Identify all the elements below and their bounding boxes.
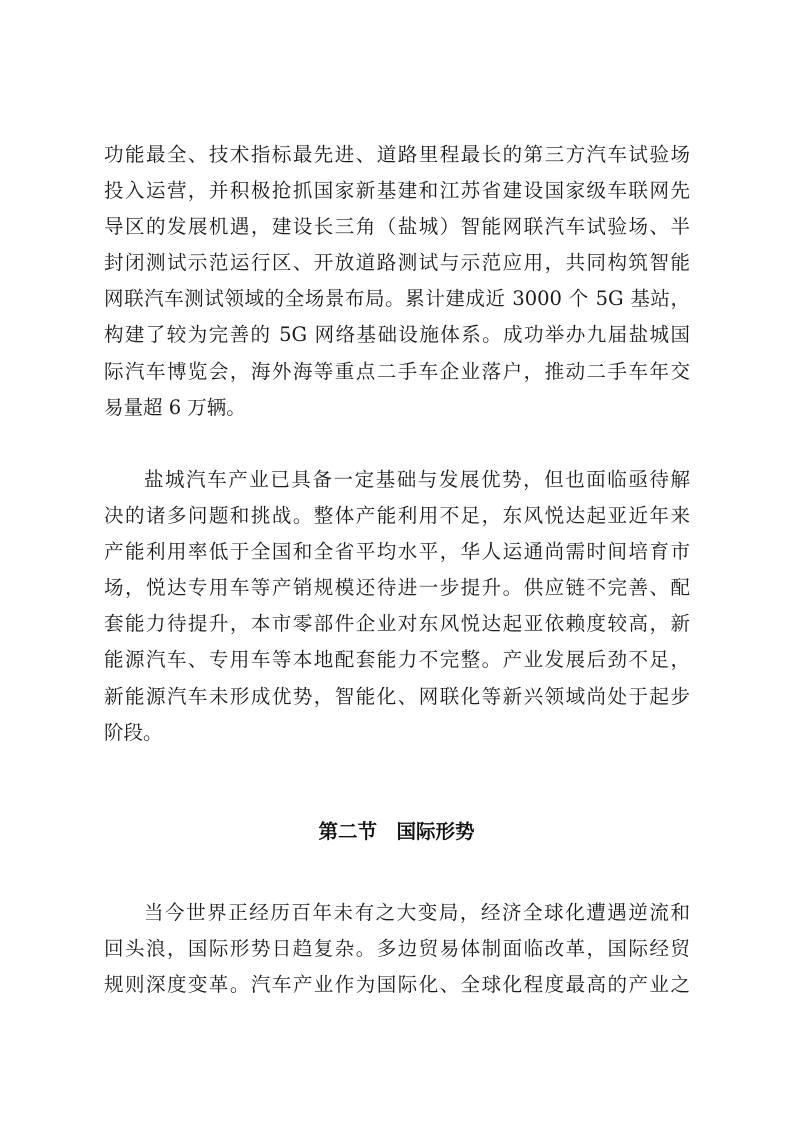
paragraph-line: 构建了较为完善的 5G 网络基础设施体系。成功举办九届盐城国 (104, 323, 690, 347)
section-heading: 第二节 国际形势 (318, 820, 475, 843)
paragraph-line: 产能利用率低于全国和全省平均水平，华人运通尚需时间培育市 (104, 540, 690, 564)
paragraph-line: 当今世界正经历百年未有之大变局，经济全球化遭遇逆流和 (144, 901, 690, 924)
paragraph-line: 能源汽车、专用车等本地配套能力不完整。产业发展后劲不足， (104, 648, 690, 672)
paragraph-line: 网联汽车测试领域的全场景布局。累计建成近 3000 个 5G 基站， (104, 287, 690, 311)
paragraph-line: 回头浪，国际形势日趋复杂。多边贸易体制面临改革，国际经贸 (104, 937, 690, 961)
paragraph-1 (104, 137, 690, 426)
paragraph-line: 际汽车博览会，海外海等重点二手车企业落户，推动二手车年交 (104, 359, 690, 383)
paragraph-line: 决的诸多问题和挑战。整体产能利用不足，东风悦达起亚近年来 (104, 504, 690, 528)
paragraph-line: 盐城汽车产业已具备一定基础与发展优势，但也面临亟待解 (144, 468, 690, 491)
paragraph-line: 新能源汽车未形成优势，智能化、网联化等新兴领域尚处于起步 (104, 684, 690, 708)
paragraph-line: 阶段。 (104, 720, 163, 744)
paragraph-line: 导区的发展机遇，建设长三角（盐城）智能网联汽车试验场、半 (104, 215, 690, 239)
paragraph-2 (104, 462, 690, 751)
paragraph-3 (104, 895, 690, 1003)
paragraph-line: 场，悦达专用车等产销规模还待进一步提升。供应链不完善、配 (104, 576, 690, 600)
paragraph-line: 功能最全、技术指标最先进、道路里程最长的第三方汽车试验场 (104, 143, 690, 166)
paragraph-line: 投入运营，并积极抢抓国家新基建和江苏省建设国家级车联网先 (104, 179, 690, 203)
paragraph-line: 封闭测试示范运行区、开放道路测试与示范应用，共同构筑智能 (104, 251, 690, 275)
paragraph-line: 易量超 6 万辆。 (104, 395, 246, 419)
paragraph-line: 套能力待提升，本市零部件企业对东风悦达起亚依赖度较高，新 (104, 612, 690, 636)
paragraph-line: 规则深度变革。汽车产业作为国际化、全球化程度最高的产业之 (104, 973, 690, 997)
